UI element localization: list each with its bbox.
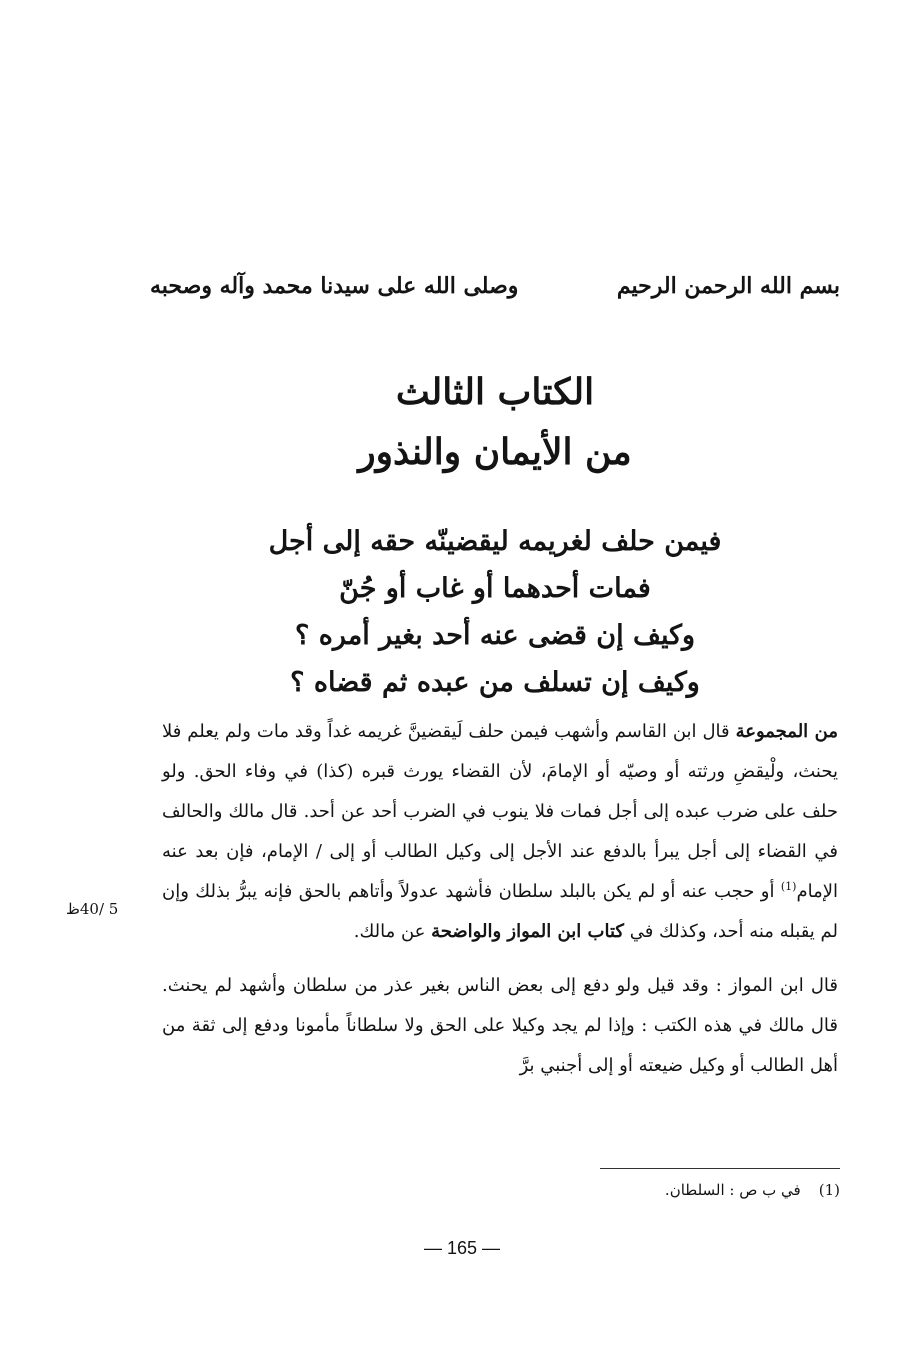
paragraph-text: عن مالك. [353,921,432,942]
paragraph [162,712,838,952]
chapter-heading [150,518,840,706]
footnote-number: (1) [818,1181,840,1199]
chapter-heading-line: فيمن حلف لغريمه ليقضينّه حقه إلى أجل [268,526,722,557]
footnote [400,1178,840,1202]
basmala: بسم الله الرحمن الرحيم [616,273,840,299]
chapter-heading-line: فمات أحدهما أو غاب أو جُنّ [339,573,651,604]
body-text [162,712,838,1086]
margin-folio-note: 5 /40ظ [66,900,119,918]
footnote-text: في ب ص : السلطان. [664,1181,801,1199]
paragraph: قال ابن المواز : وقد قيل ولو دفع إلى بعض الناس بغير عذر من سلطان وأشهد لم يحنث. قال مالك في هذه الكتب : وإذا لم يجد وكيلا على الحق ولا سلطاناً مأمونا ودفع إلى ثقة من أهل الطالب أو وكيل ضيعته أو إلى أجنبي برَّ [162,975,838,1076]
footnote-divider [600,1168,840,1169]
footnote-reference: (1) [780,880,797,893]
invocation-line [150,262,840,310]
book-title-line: من الأيمان والنذور [358,431,632,473]
salawat: وصلى الله على سيدنا محمد وآله وصحبه [150,273,519,299]
source-name: من المجموعة [735,721,838,742]
book-title [150,362,840,482]
chapter-heading-line: وكيف إن قضى عنه أحد بغير أمره ؟ [295,620,695,651]
page-number: — 165 — [423,1238,501,1258]
chapter-heading-line: وكيف إن تسلف من عبده ثم قضاه ؟ [290,667,700,698]
paragraph-text: قال ابن القاسم وأشهب فيمن حلف لَيقضينَّ غريمه غداً وقد مات ولم يعلم فلا يحنث، ولْيقضِ ورثته أو وصيّه أو الإمامَ، لأن القضاء يورث قبره (كذا) في وفاء الحق. ولو حلف على ضرب عبده إلى أجل فمات فلا ينوب في الضرب أحد عن أحد. قال مالك والحالف في القضاء إلى أجل يبرأ بالدفع عند الأجل إلى وكيل الطالب أو إلى / الإمام، فإن بعد عنه الإمام [162,721,838,902]
paragraph-text: أو حجب عنه أو لم يكن بالبلد سلطان فأشهد عدولاً وأتاهم بالحق فإنه يبرُّ بذلك وإن لم يقبله منه أحد، وكذلك في [162,881,838,942]
book-reference: كتاب ابن المواز والواضحة [431,921,624,942]
book-title-line: الكتاب الثالث [395,371,595,413]
